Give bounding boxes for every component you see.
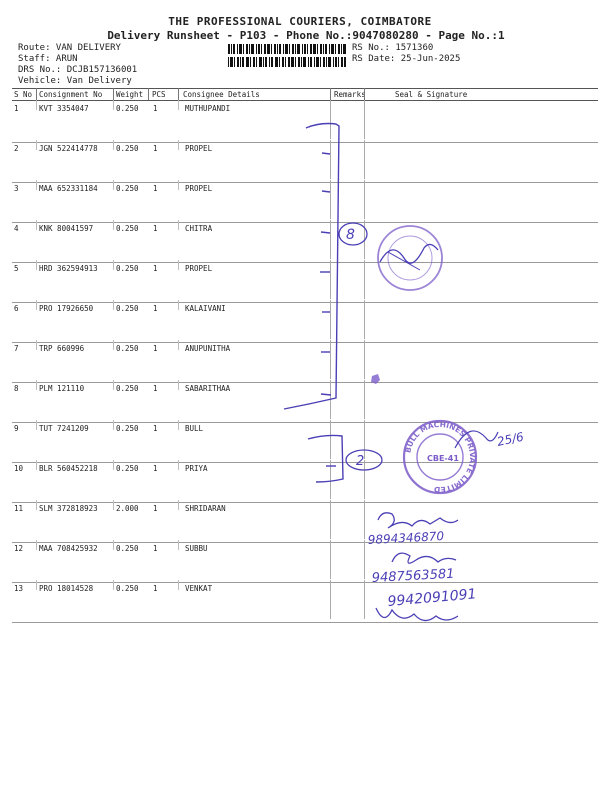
cell-divider: [113, 420, 114, 430]
remarks-divider: [364, 380, 365, 419]
row-pcs: 1: [153, 504, 158, 513]
row-consignment-no: KVT 3354047: [39, 104, 89, 113]
vehicle-label: Vehicle: Van Delivery: [18, 76, 132, 86]
row-pcs: 1: [153, 264, 158, 273]
remarks-divider: [330, 340, 331, 379]
row-rule: [12, 342, 598, 343]
handwritten-date: 25/6: [495, 429, 525, 449]
row-weight: 0.250: [116, 144, 139, 153]
count-2-text: 2: [356, 454, 365, 469]
row-weight: 0.250: [116, 544, 139, 553]
row-consignment-no: PLM 121110: [39, 384, 85, 393]
table-row: [0, 464, 600, 504]
row-consignment-no: TRP 660996: [39, 344, 85, 353]
cell-divider: [178, 140, 179, 150]
remarks-divider: [330, 140, 331, 179]
row-consignee: KALAIVANI: [185, 304, 226, 313]
handwritten-phone-1: 9894346870: [367, 529, 445, 547]
stamp-area-code: CBE-41: [427, 454, 459, 463]
table-row: [0, 104, 600, 144]
cell-divider: [178, 540, 179, 550]
row-pcs: 1: [153, 344, 158, 353]
cell-divider: [36, 260, 37, 270]
row-pcs: 1: [153, 104, 158, 113]
row-consignment-no: SLM 372818923: [39, 504, 98, 513]
row-consignee: CHITRA: [185, 224, 213, 233]
remarks-divider: [364, 580, 365, 619]
cell-divider: [36, 580, 37, 590]
remarks-divider: [330, 540, 331, 579]
row-rule: [12, 462, 598, 463]
handwritten-phone-3: 9942091091: [386, 586, 478, 610]
table-row: [0, 344, 600, 384]
row-pcs: 1: [153, 544, 158, 553]
drs-number: DRS No.: DCJB157136001: [18, 65, 138, 75]
row-weight: 0.250: [116, 264, 139, 273]
row-pcs: 1: [153, 384, 158, 393]
row-consignee: MUTHUPANDI: [185, 104, 231, 113]
remarks-divider: [330, 460, 331, 499]
row-sno: 12: [14, 544, 24, 553]
row-consignment-no: HRD 362594913: [39, 264, 98, 273]
table-row: [0, 144, 600, 184]
column-header-seal: Seal & Signature: [395, 90, 468, 99]
row-sno: 8: [14, 384, 19, 393]
table-top-rule: [12, 88, 598, 89]
table-row: [0, 424, 600, 464]
remarks-divider: [364, 100, 365, 139]
column-header-pcs: PCS: [152, 90, 166, 99]
handwritten-phone-2: 9487563581: [371, 566, 455, 586]
cell-divider: [178, 460, 179, 470]
route-label: Route: VAN DELIVERY: [18, 43, 121, 53]
cell-divider: [36, 100, 37, 110]
cell-divider: [113, 340, 114, 350]
column-divider: [113, 88, 114, 100]
barcode-top: [228, 44, 346, 54]
table-header-rule: [12, 100, 598, 101]
cell-divider: [36, 540, 37, 550]
row-consignee: BULL: [185, 424, 204, 433]
row-consignee: SABARITHAA: [185, 384, 231, 393]
column-divider: [36, 88, 37, 100]
row-pcs: 1: [153, 184, 158, 193]
count-8-text: 8: [346, 227, 355, 243]
remarks-divider: [364, 460, 365, 499]
remarks-divider: [364, 500, 365, 539]
cell-divider: [178, 260, 179, 270]
column-header-consignment: Consignment No: [39, 90, 103, 99]
runsheet-title: Delivery Runsheet - P103 - Phone No.:9047080280 - Page No.:1: [107, 29, 505, 42]
cell-divider: [178, 500, 179, 510]
row-rule: [12, 142, 598, 143]
remarks-divider: [330, 220, 331, 259]
table-row: [0, 184, 600, 224]
table-row: [0, 584, 600, 624]
cell-divider: [178, 380, 179, 390]
company-name: THE PROFESSIONAL COURIERS, COIMBATORE: [168, 15, 432, 28]
cell-divider: [178, 340, 179, 350]
cell-divider: [36, 380, 37, 390]
row-sno: 6: [14, 304, 19, 313]
row-consignment-no: JGN 522414778: [39, 144, 98, 153]
row-sno: 1: [14, 104, 19, 113]
row-weight: 0.250: [116, 104, 139, 113]
column-header-remarks: Remarks: [334, 90, 366, 99]
row-pcs: 1: [153, 464, 158, 473]
row-sno: 11: [14, 504, 24, 513]
cell-divider: [113, 500, 114, 510]
remarks-divider: [364, 300, 365, 339]
row-consignment-no: KNK 80041597: [39, 224, 94, 233]
row-sno: 3: [14, 184, 19, 193]
row-consignee: PRIYA: [185, 464, 208, 473]
row-rule: [12, 222, 598, 223]
row-weight: 0.250: [116, 424, 139, 433]
row-consignee: SUBBU: [185, 544, 208, 553]
row-sno: 9: [14, 424, 19, 433]
cell-divider: [178, 220, 179, 230]
row-pcs: 1: [153, 424, 158, 433]
row-weight: 0.250: [116, 224, 139, 233]
cell-divider: [113, 140, 114, 150]
remarks-divider: [330, 580, 331, 619]
row-sno: 2: [14, 144, 19, 153]
remarks-divider: [364, 140, 365, 179]
cell-divider: [113, 220, 114, 230]
remarks-divider: [330, 380, 331, 419]
row-rule: [12, 542, 598, 543]
column-divider: [148, 88, 149, 100]
row-consignment-no: TUT 7241209: [39, 424, 89, 433]
stamp-company-text: BULL MACHINES PRIVATE LIMITED: [403, 419, 478, 495]
table-row: [0, 504, 600, 544]
row-consignment-no: BLR 560452218: [39, 464, 98, 473]
remarks-divider: [330, 100, 331, 139]
cell-divider: [178, 420, 179, 430]
row-weight: 0.250: [116, 184, 139, 193]
remarks-divider: [330, 260, 331, 299]
cell-divider: [113, 180, 114, 190]
table-row: [0, 544, 600, 584]
cell-divider: [113, 460, 114, 470]
row-pcs: 1: [153, 584, 158, 593]
barcode-bottom: [228, 57, 346, 67]
column-divider: [330, 88, 331, 100]
table-row: [0, 264, 600, 304]
rs-number: RS No.: 1571360: [352, 43, 434, 53]
cell-divider: [36, 420, 37, 430]
row-consignment-no: MAA 708425932: [39, 544, 98, 553]
row-sno: 7: [14, 344, 19, 353]
row-pcs: 1: [153, 144, 158, 153]
remarks-divider: [330, 300, 331, 339]
table-row: [0, 384, 600, 424]
row-consignment-no: PRO 18014528: [39, 584, 94, 593]
cell-divider: [113, 260, 114, 270]
cell-divider: [36, 340, 37, 350]
row-consignee: SHRIDARAN: [185, 504, 226, 513]
table-row: [0, 304, 600, 344]
cell-divider: [113, 380, 114, 390]
column-divider: [178, 88, 179, 100]
cell-divider: [113, 540, 114, 550]
remarks-divider: [330, 500, 331, 539]
row-rule: [12, 262, 598, 263]
row-rule: [12, 582, 598, 583]
remarks-divider: [330, 180, 331, 219]
cell-divider: [113, 580, 114, 590]
row-pcs: 1: [153, 304, 158, 313]
remarks-divider: [364, 220, 365, 259]
row-weight: 0.250: [116, 584, 139, 593]
row-rule: [12, 502, 598, 503]
row-sno: 10: [14, 464, 24, 473]
cell-divider: [178, 180, 179, 190]
cell-divider: [36, 460, 37, 470]
row-sno: 5: [14, 264, 19, 273]
row-weight: 2.000: [116, 504, 139, 513]
cell-divider: [113, 100, 114, 110]
row-weight: 0.250: [116, 384, 139, 393]
row-consignee: ANUPUNITHA: [185, 344, 231, 353]
cell-divider: [36, 220, 37, 230]
row-sno: 4: [14, 224, 19, 233]
row-rule: [12, 182, 598, 183]
cell-divider: [178, 100, 179, 110]
cell-divider: [178, 580, 179, 590]
row-rule: [12, 382, 598, 383]
row-pcs: 1: [153, 224, 158, 233]
cell-divider: [36, 300, 37, 310]
remarks-divider: [330, 420, 331, 459]
row-weight: 0.250: [116, 344, 139, 353]
row-sno: 13: [14, 584, 24, 593]
row-consignee: PROPEL: [185, 184, 213, 193]
rs-date: RS Date: 25-Jun-2025: [352, 54, 461, 64]
remarks-divider: [364, 420, 365, 459]
cell-divider: [178, 300, 179, 310]
remarks-divider: [364, 540, 365, 579]
row-weight: 0.250: [116, 304, 139, 313]
column-header-weight: Weight: [116, 90, 144, 99]
row-consignee: PROPEL: [185, 264, 213, 273]
cell-divider: [36, 140, 37, 150]
row-rule: [12, 302, 598, 303]
column-header-consignee: Consignee Details: [183, 90, 260, 99]
row-weight: 0.250: [116, 464, 139, 473]
row-rule: [12, 422, 598, 423]
cell-divider: [36, 180, 37, 190]
row-consignee: PROPEL: [185, 144, 213, 153]
table-row: [0, 224, 600, 264]
staff-label: Staff: ARUN: [18, 54, 78, 64]
remarks-divider: [364, 260, 365, 299]
column-divider: [364, 88, 365, 100]
remarks-divider: [364, 180, 365, 219]
cell-divider: [36, 500, 37, 510]
row-consignee: VENKAT: [185, 584, 213, 593]
row-consignment-no: MAA 652331184: [39, 184, 98, 193]
remarks-divider: [364, 340, 365, 379]
cell-divider: [113, 300, 114, 310]
column-header-sno: S No: [14, 90, 33, 99]
row-consignment-no: PRO 17926650: [39, 304, 94, 313]
row-rule: [12, 622, 598, 623]
